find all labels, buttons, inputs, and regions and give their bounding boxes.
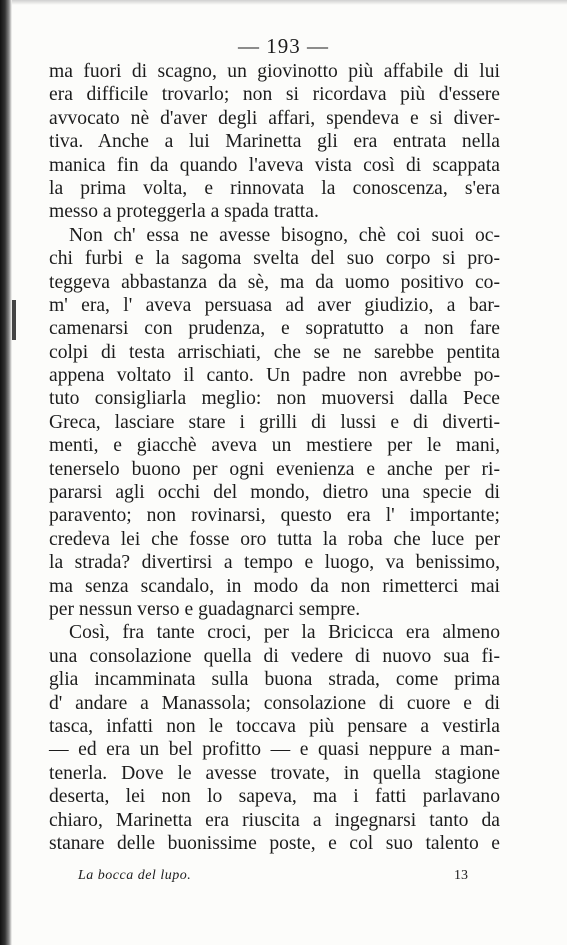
binding-mark bbox=[12, 300, 16, 340]
text-line: credeva lei che fosse oro tutta la roba che luce per bbox=[49, 528, 500, 550]
text-line: menti, e giacchè aveva un mestiere per le mani, bbox=[49, 435, 500, 457]
text-line: deserta, lei non lo sapeva, ma i fatti parlavano bbox=[49, 786, 500, 808]
page-top-edge bbox=[12, 0, 567, 5]
text-line: tasca, infatti non le toccava più pensare a vestirla bbox=[49, 715, 500, 737]
text-line: chiaro, Marinetta era riuscita a ingegnarsi tanto da bbox=[49, 809, 500, 831]
text-line: camenarsi con prudenza, e sopratutto a non fare bbox=[49, 318, 500, 340]
text-line: paravento; non rovinarsi, questo era l' importante; bbox=[49, 505, 500, 527]
text-line: avvocato nè d'aver degli affari, spendeva e si diver- bbox=[49, 107, 500, 129]
text-line: — ed era un bel profitto — e quasi neppure a man- bbox=[49, 739, 500, 761]
page-number: — 193 — bbox=[238, 34, 329, 58]
footer-signature-mark: 13 bbox=[454, 868, 468, 883]
text-line: chi furbi e la sagoma svelta del suo corpo si pro- bbox=[49, 248, 500, 270]
text-line: la prima volta, e rinnovata la conoscenza, s'era bbox=[49, 177, 500, 199]
text-line: appena voltato il canto. Un padre non avrebbe po- bbox=[49, 365, 500, 387]
text-line: stanare delle buonissime poste, e col suo talento e bbox=[49, 832, 500, 854]
text-line: ma senza scandalo, in modo da non rimetterci mai bbox=[49, 575, 500, 597]
text-line: per nessun verso e guadagnarci sempre. bbox=[49, 598, 361, 620]
page-footer bbox=[78, 868, 468, 888]
text-line: Non ch' essa ne avesse bisogno, chè coi suoi oc- bbox=[69, 224, 500, 246]
text-line: glia incamminata sulla buona strada, come prima bbox=[49, 669, 500, 691]
text-line: manica fin da quando l'aveva vista così di scappata bbox=[49, 154, 500, 176]
text-line: messo a proteggerla a spada tratta. bbox=[49, 201, 319, 223]
text-line: tuto consigliarla meglio: non muoversi dalla Pece bbox=[49, 388, 500, 410]
text-line: tenerla. Dove le avesse trovate, in quella stagione bbox=[49, 762, 500, 784]
body-text bbox=[49, 60, 500, 855]
text-line: era difficile trovarlo; non si ricordava più d'essere bbox=[49, 84, 500, 106]
text-line: tiva. Anche a lui Marinetta gli era entrata nella bbox=[49, 131, 500, 153]
text-line: Greca, lasciare stare i grilli di lussi e di diverti- bbox=[49, 411, 500, 433]
text-line: la strada? divertirsi a tempo e luogo, va benissimo, bbox=[49, 552, 500, 574]
text-line: pararsi agli occhi del mondo, dietro una specie di bbox=[49, 482, 500, 504]
text-line: Così, fra tante croci, per la Bricicca era almeno bbox=[69, 622, 500, 644]
text-line: tenerselo buono per ogni evenienza e anche per ri- bbox=[49, 458, 500, 480]
footer-book-title: La bocca del lupo. bbox=[78, 868, 192, 883]
text-line: d' andare a Manassola; consolazione di cuore e di bbox=[49, 692, 500, 714]
text-line: colpi di testa arrischiati, che se ne sarebbe pentita bbox=[49, 341, 500, 363]
binding-shadow bbox=[0, 0, 12, 945]
text-line: m' era, l' aveva persuasa ad aver giudizio, a bar- bbox=[49, 294, 500, 316]
text-line: una consolazione quella di vedere di nuovo sua fi- bbox=[49, 645, 500, 667]
text-line: teggeva abbastanza da sè, ma da uomo positivo co- bbox=[49, 271, 500, 293]
text-line: ma fuori di scagno, un giovinotto più affabile di lui bbox=[49, 61, 500, 82]
